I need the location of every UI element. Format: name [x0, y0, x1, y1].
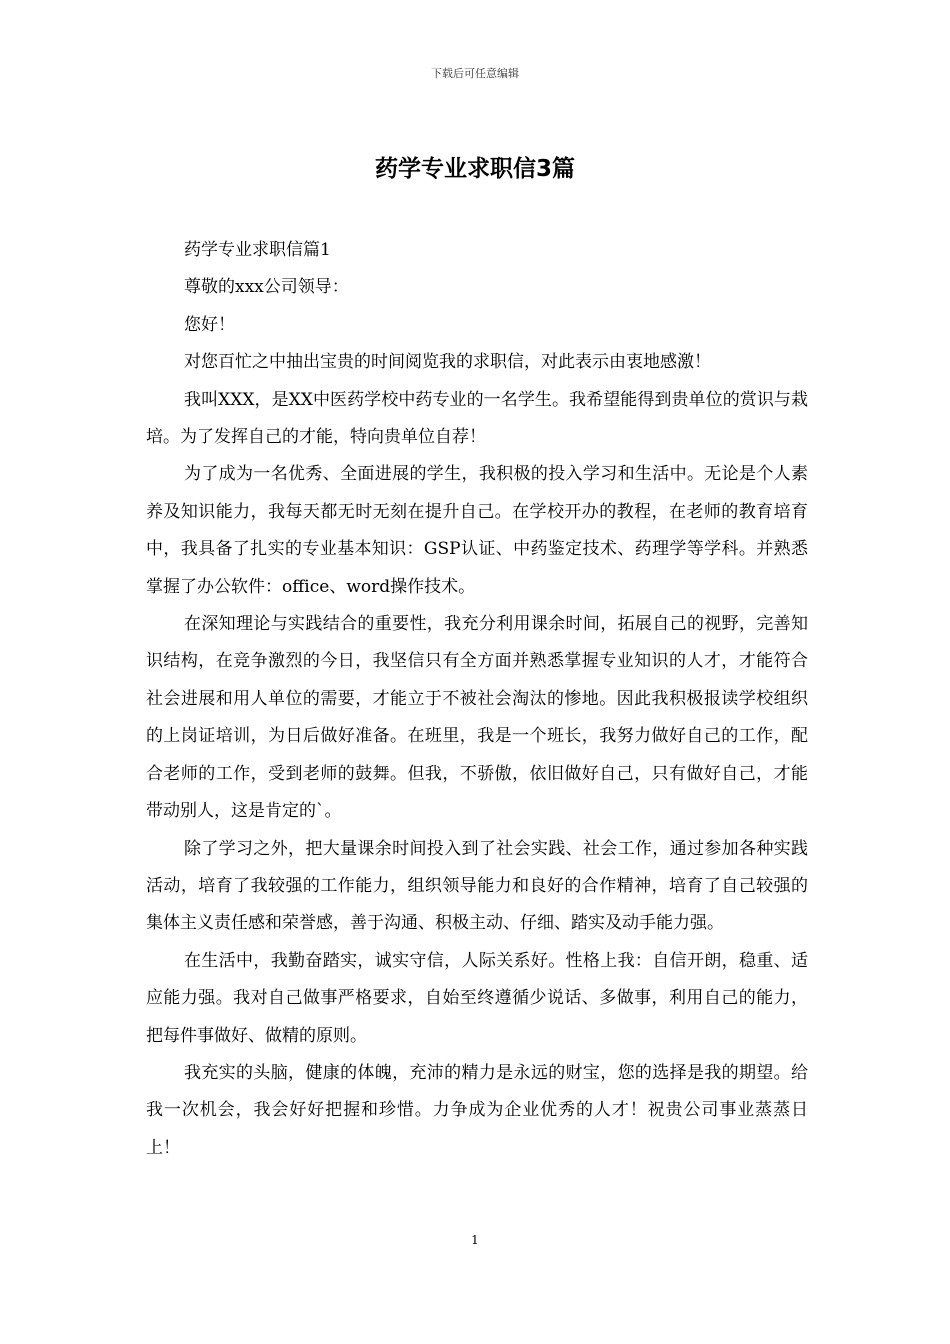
paragraph-study: 为了成为一名优秀、全面进展的学生，我积极的投入学习和生活中。无论是个人素养及知识能力，我每天都无时无刻在提升自己。在学校开办的教程，在老师的教育培育中，我具备了扎实的专业基本知识：GSP认证、中药鉴定技术、药理学等学科。并熟悉掌握了办公软件：office、word操作技术。: [146, 464, 808, 597]
paragraph-life: 在生活中，我勤奋踏实，诚实守信，人际关系好。性格上我：自信开朗，稳重、适应能力强。我对自己做事严格要求，自始至终遵循少说话、多做事，利用自己的能力，把每件事做好、做精的原则。: [146, 950, 808, 1046]
paragraph-introduction: 我叫XXX，是XX中医药学校中药专业的一名学生。我希望能得到贵单位的赏识与栽培。为了发挥自己的才能，特向贵单位自荐！: [146, 389, 808, 448]
paragraph-practice: 在深知理论与实践结合的重要性，我充分利用课余时间，拓展自己的视野，完善知识结构，在竞争激烈的今日，我坚信只有全方面并熟悉掌握专业知识的人才，才能符合社会进展和用人单位的需要，才能立于不被社会淘汰的惨地。因此我积极报读学校组织的上岗证培训，为日后做好准备。在班里，我是一个班长，我努力做好自己的工作，配合老师的工作，受到老师的鼓舞。但我，不骄傲，依旧做好自己，只有做好自己，才能带动别人，这是肯定的`。: [146, 614, 808, 822]
document-body: [146, 232, 808, 1167]
paragraph-thanks: 对您百忙之中抽出宝贵的时间阅览我的求职信，对此表示由衷地感激！: [184, 352, 711, 373]
paragraph-greeting: 您好！: [184, 314, 235, 335]
paragraph-heading-letter-1: 药学专业求职信篇1: [184, 240, 331, 260]
page-header-note: 下载后可任意编辑: [431, 67, 519, 80]
paragraph-closing: 我充实的头脑，健康的体魄，充沛的精力是永远的财宝，您的选择是我的期望。给我一次机会，我会好好把握和珍惜。力争成为企业优秀的人才！祝贵公司事业蒸蒸日上！: [146, 1062, 808, 1158]
page-number: 1: [471, 1233, 479, 1247]
paragraph-salutation: 尊敬的xxx公司领导：: [184, 277, 349, 298]
paragraph-activities: 除了学习之外，把大量课余时间投入到了社会实践、社会工作，通过参加各种实践活动，培育了我较强的工作能力，组织领导能力和良好的合作精神，培育了自己较强的集体主义责任感和荣誉感，善于沟通、积极主动、仔细、踏实及动手能力强。: [146, 838, 808, 934]
document-title: 药学专业求职信3篇: [374, 156, 575, 182]
